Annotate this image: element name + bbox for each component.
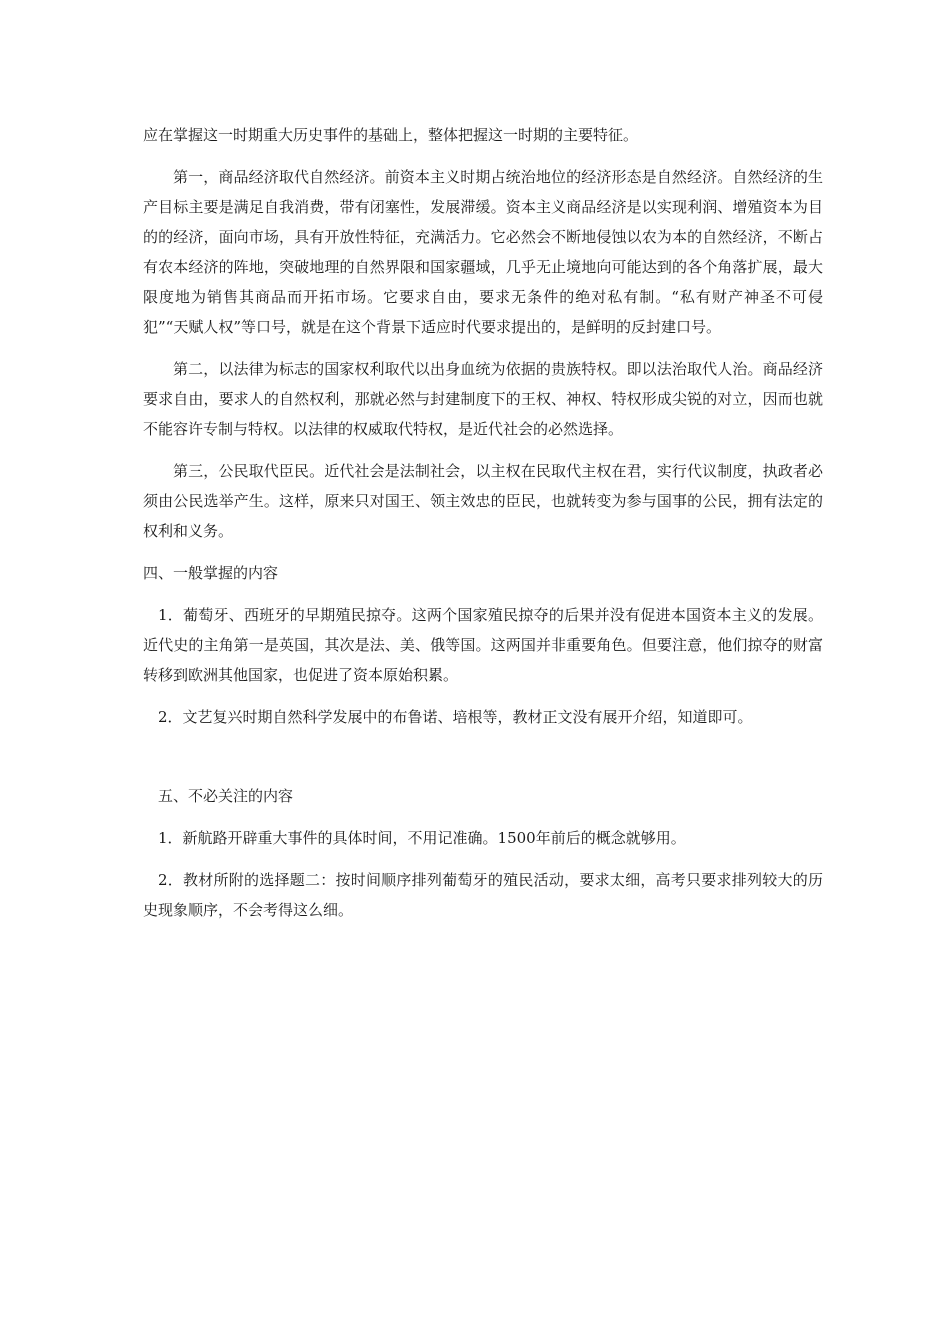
section-5-item-1: 1．新航路开辟重大事件的具体时间，不用记准确。1500年前后的概念就够用。 xyxy=(158,829,686,847)
paragraph-citizens: 第三，公民取代臣民。近代社会是法制社会，以主权在民取代主权在君，实行代议制度，执政者必须由公民选举产生。这样，原来只对国王、领主效忠的臣民，也就转变为参与国事的公民，拥有法定的权利和义务。 xyxy=(143,462,823,540)
document-body xyxy=(143,120,823,937)
intro-paragraph: 应在掌握这一时期重大历史事件的基础上，整体把握这一时期的主要特征。 xyxy=(143,126,639,144)
section-4-item-1: 1．葡萄牙、西班牙的早期殖民掠夺。这两个国家殖民掠夺的后果并没有促进本国资本主义的发展。近代史的主角第一是英国，其次是法、美、俄等国。这两国并非重要角色。但要注意，他们掠夺的财富转移到欧洲其他国家，也促进了资本原始积累。 xyxy=(143,606,823,684)
section-4-heading: 四、一般掌握的内容 xyxy=(143,564,279,582)
section-5-heading: 五、不必关注的内容 xyxy=(158,787,294,805)
section-5-item-2: 2．教材所附的选择题二：按时间顺序排列葡萄牙的殖民活动，要求太细，高考只要求排列较大的历史现象顺序，不会考得这么细。 xyxy=(143,871,823,919)
section-4-item-2: 2．文艺复兴时期自然科学发展中的布鲁诺、培根等，教材正文没有展开介绍，知道即可。 xyxy=(158,708,753,726)
paragraph-rule-of-law: 第二，以法律为标志的国家权利取代以出身血统为依据的贵族特权。即以法治取代人治。商品经济要求自由，要求人的自然权利，那就必然与封建制度下的王权、神权、特权形成尖锐的对立，因而也就不能容许专制与特权。以法律的权威取代特权，是近代社会的必然选择。 xyxy=(143,360,823,438)
paragraph-commodity-economy: 第一，商品经济取代自然经济。前资本主义时期占统治地位的经济形态是自然经济。自然经济的生产目标主要是满足自我消费，带有闭塞性，发展滞缓。资本主义商品经济是以实现利润、增殖资本为目的的经济，面向市场，具有开放性特征，充满活力。它必然会不断地侵蚀以农为本的自然经济，不断占有农本经济的阵地，突破地理的自然界限和国家疆域，几乎无止境地向可能达到的各个角落扩展，最大限度地为销售其商品而开拓市场。它要求自由，要求无条件的绝对私有制。“私有财产神圣不可侵犯”“天赋人权”等口号，就是在这个背景下适应时代要求提出的，是鲜明的反封建口号。 xyxy=(143,168,823,336)
section-spacer xyxy=(143,744,823,781)
